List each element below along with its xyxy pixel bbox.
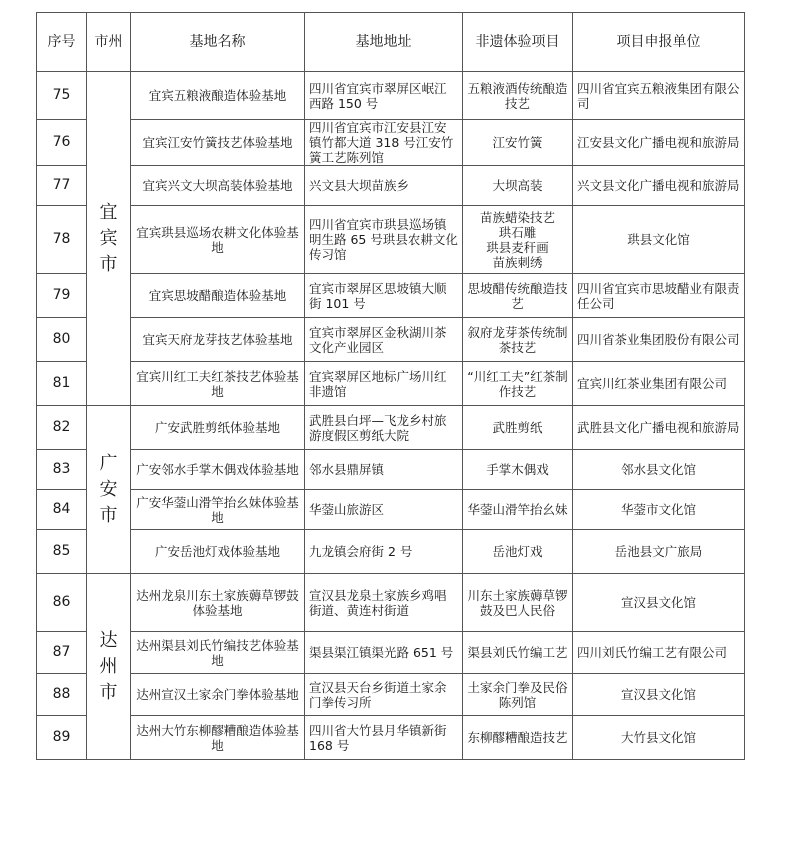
- serial-cell: 83: [37, 450, 87, 490]
- base-address-cell: 邻水县鼎屏镇: [305, 450, 463, 490]
- city-label: 达 州 市: [99, 629, 118, 703]
- serial-cell: 89: [37, 716, 87, 760]
- base-name-cell: 宜宾五粮液酿造体验基地: [131, 72, 305, 120]
- serial-cell: 81: [37, 362, 87, 406]
- city-cell: [87, 72, 131, 406]
- heritage-base-table: [36, 12, 745, 760]
- base-name-cell: 宜宾兴文大坝高装体验基地: [131, 166, 305, 206]
- base-name-cell: 达州渠县刘氏竹编技艺体验基地: [131, 632, 305, 674]
- header-base-name: 基地名称: [131, 13, 305, 72]
- header-base-address: 基地地址: [305, 13, 463, 72]
- table-row: [37, 530, 745, 574]
- base-name-cell: 达州大竹东柳醪糟酿造体验基地: [131, 716, 305, 760]
- header-city: 市州: [87, 13, 131, 72]
- heritage-project-cell: 川东土家族薅草锣鼓及巴人民俗: [463, 574, 573, 632]
- serial-cell: 80: [37, 318, 87, 362]
- city-label: 宜 宾 市: [99, 201, 118, 275]
- table-row: [37, 318, 745, 362]
- heritage-project-cell: 江安竹簧: [463, 120, 573, 166]
- base-address-cell: 九龙镇会府街 2 号: [305, 530, 463, 574]
- applicant-unit-cell: 四川省宜宾五粮液集团有限公司: [573, 72, 745, 120]
- base-address-cell: 宣汉县天台乡街道土家余门拳传习所: [305, 674, 463, 716]
- header-row: [37, 13, 745, 72]
- base-name-cell: 广安华蓥山滑竿抬幺妹体验基地: [131, 490, 305, 530]
- table-row: [37, 362, 745, 406]
- base-address-cell: 宜宾市翠屏区思坡镇大顺街 101 号: [305, 274, 463, 318]
- heritage-project-cell: 华蓥山滑竿抬幺妹: [463, 490, 573, 530]
- base-address-cell: 武胜县白坪—飞龙乡村旅游度假区剪纸大院: [305, 406, 463, 450]
- table-row: [37, 490, 745, 530]
- header-serial: 序号: [37, 13, 87, 72]
- table-row: [37, 166, 745, 206]
- base-name-cell: 达州龙泉川东土家族薅草锣鼓体验基地: [131, 574, 305, 632]
- base-name-cell: 宜宾川红工夫红茶技艺体验基地: [131, 362, 305, 406]
- table-row: [37, 274, 745, 318]
- serial-cell: 87: [37, 632, 87, 674]
- base-address-cell: 四川省大竹县月华镇新街 168 号: [305, 716, 463, 760]
- table-row: [37, 120, 745, 166]
- table-row: [37, 206, 745, 274]
- applicant-unit-cell: 邻水县文化馆: [573, 450, 745, 490]
- base-address-cell: 宜宾市翠屏区金秋湖川茶文化产业园区: [305, 318, 463, 362]
- applicant-unit-cell: 兴文县文化广播电视和旅游局: [573, 166, 745, 206]
- city-cell: [87, 574, 131, 760]
- city-label: 广 安 市: [99, 452, 118, 526]
- applicant-unit-cell: 岳池县文广旅局: [573, 530, 745, 574]
- heritage-project-cell: 手掌木偶戏: [463, 450, 573, 490]
- base-address-cell: 宜宾翠屏区地标广场川红非遗馆: [305, 362, 463, 406]
- serial-cell: 86: [37, 574, 87, 632]
- base-name-cell: 宜宾天府龙芽技艺体验基地: [131, 318, 305, 362]
- serial-cell: 78: [37, 206, 87, 274]
- table-body: [37, 72, 745, 760]
- heritage-project-cell: 苗族蜡染技艺 珙石雕 珙县麦秆画 苗族刺绣: [463, 206, 573, 274]
- base-name-cell: 广安武胜剪纸体验基地: [131, 406, 305, 450]
- table-row: [37, 674, 745, 716]
- header-applicant-unit: 项目申报单位: [573, 13, 745, 72]
- heritage-project-cell: “川红工夫”红茶制作技艺: [463, 362, 573, 406]
- base-name-cell: 宜宾江安竹簧技艺体验基地: [131, 120, 305, 166]
- serial-cell: 84: [37, 490, 87, 530]
- heritage-project-cell: 土家余门拳及民俗陈列馆: [463, 674, 573, 716]
- applicant-unit-cell: 宣汉县文化馆: [573, 674, 745, 716]
- base-address-cell: 四川省宜宾市珙县巡场镇明生路 65 号珙县农耕文化传习馆: [305, 206, 463, 274]
- applicant-unit-cell: 宣汉县文化馆: [573, 574, 745, 632]
- table-row: [37, 632, 745, 674]
- table-wrapper: [36, 12, 745, 760]
- table-row: [37, 574, 745, 632]
- serial-cell: 85: [37, 530, 87, 574]
- header-heritage-project: 非遗体验项目: [463, 13, 573, 72]
- applicant-unit-cell: 四川省茶业集团股份有限公司: [573, 318, 745, 362]
- serial-cell: 77: [37, 166, 87, 206]
- base-name-cell: 广安邻水手掌木偶戏体验基地: [131, 450, 305, 490]
- serial-cell: 76: [37, 120, 87, 166]
- table-row: [37, 450, 745, 490]
- heritage-project-cell: 五粮液酒传统酿造技艺: [463, 72, 573, 120]
- serial-cell: 88: [37, 674, 87, 716]
- applicant-unit-cell: 华蓥市文化馆: [573, 490, 745, 530]
- serial-cell: 82: [37, 406, 87, 450]
- serial-cell: 79: [37, 274, 87, 318]
- applicant-unit-cell: 四川刘氏竹编工艺有限公司: [573, 632, 745, 674]
- city-cell: [87, 406, 131, 574]
- table-row: [37, 72, 745, 120]
- heritage-project-cell: 武胜剪纸: [463, 406, 573, 450]
- applicant-unit-cell: 江安县文化广播电视和旅游局: [573, 120, 745, 166]
- base-name-cell: 达州宣汉土家余门拳体验基地: [131, 674, 305, 716]
- base-name-cell: 广安岳池灯戏体验基地: [131, 530, 305, 574]
- heritage-project-cell: 大坝高装: [463, 166, 573, 206]
- heritage-project-cell: 渠县刘氏竹编工艺: [463, 632, 573, 674]
- applicant-unit-cell: 大竹县文化馆: [573, 716, 745, 760]
- base-name-cell: 宜宾珙县巡场农耕文化体验基地: [131, 206, 305, 274]
- heritage-project-cell: 东柳醪糟酿造技艺: [463, 716, 573, 760]
- table-row: [37, 716, 745, 760]
- heritage-project-cell: 叙府龙芽茶传统制茶技艺: [463, 318, 573, 362]
- applicant-unit-cell: 武胜县文化广播电视和旅游局: [573, 406, 745, 450]
- base-address-cell: 四川省宜宾市江安县江安镇竹都大道 318 号江安竹簧工艺陈列馆: [305, 120, 463, 166]
- applicant-unit-cell: 四川省宜宾市思坡醋业有限责任公司: [573, 274, 745, 318]
- heritage-project-cell: 岳池灯戏: [463, 530, 573, 574]
- table-row: [37, 406, 745, 450]
- serial-cell: 75: [37, 72, 87, 120]
- base-address-cell: 四川省宜宾市翠屏区岷江西路 150 号: [305, 72, 463, 120]
- applicant-unit-cell: 宜宾川红茶业集团有限公司: [573, 362, 745, 406]
- base-address-cell: 兴文县大坝苗族乡: [305, 166, 463, 206]
- base-address-cell: 宣汉县龙泉土家族乡鸡唱街道、黄连村街道: [305, 574, 463, 632]
- base-name-cell: 宜宾思坡醋酿造体验基地: [131, 274, 305, 318]
- base-address-cell: 渠县渠江镇渠光路 651 号: [305, 632, 463, 674]
- heritage-project-cell: 思坡醋传统酿造技艺: [463, 274, 573, 318]
- base-address-cell: 华蓥山旅游区: [305, 490, 463, 530]
- applicant-unit-cell: 珙县文化馆: [573, 206, 745, 274]
